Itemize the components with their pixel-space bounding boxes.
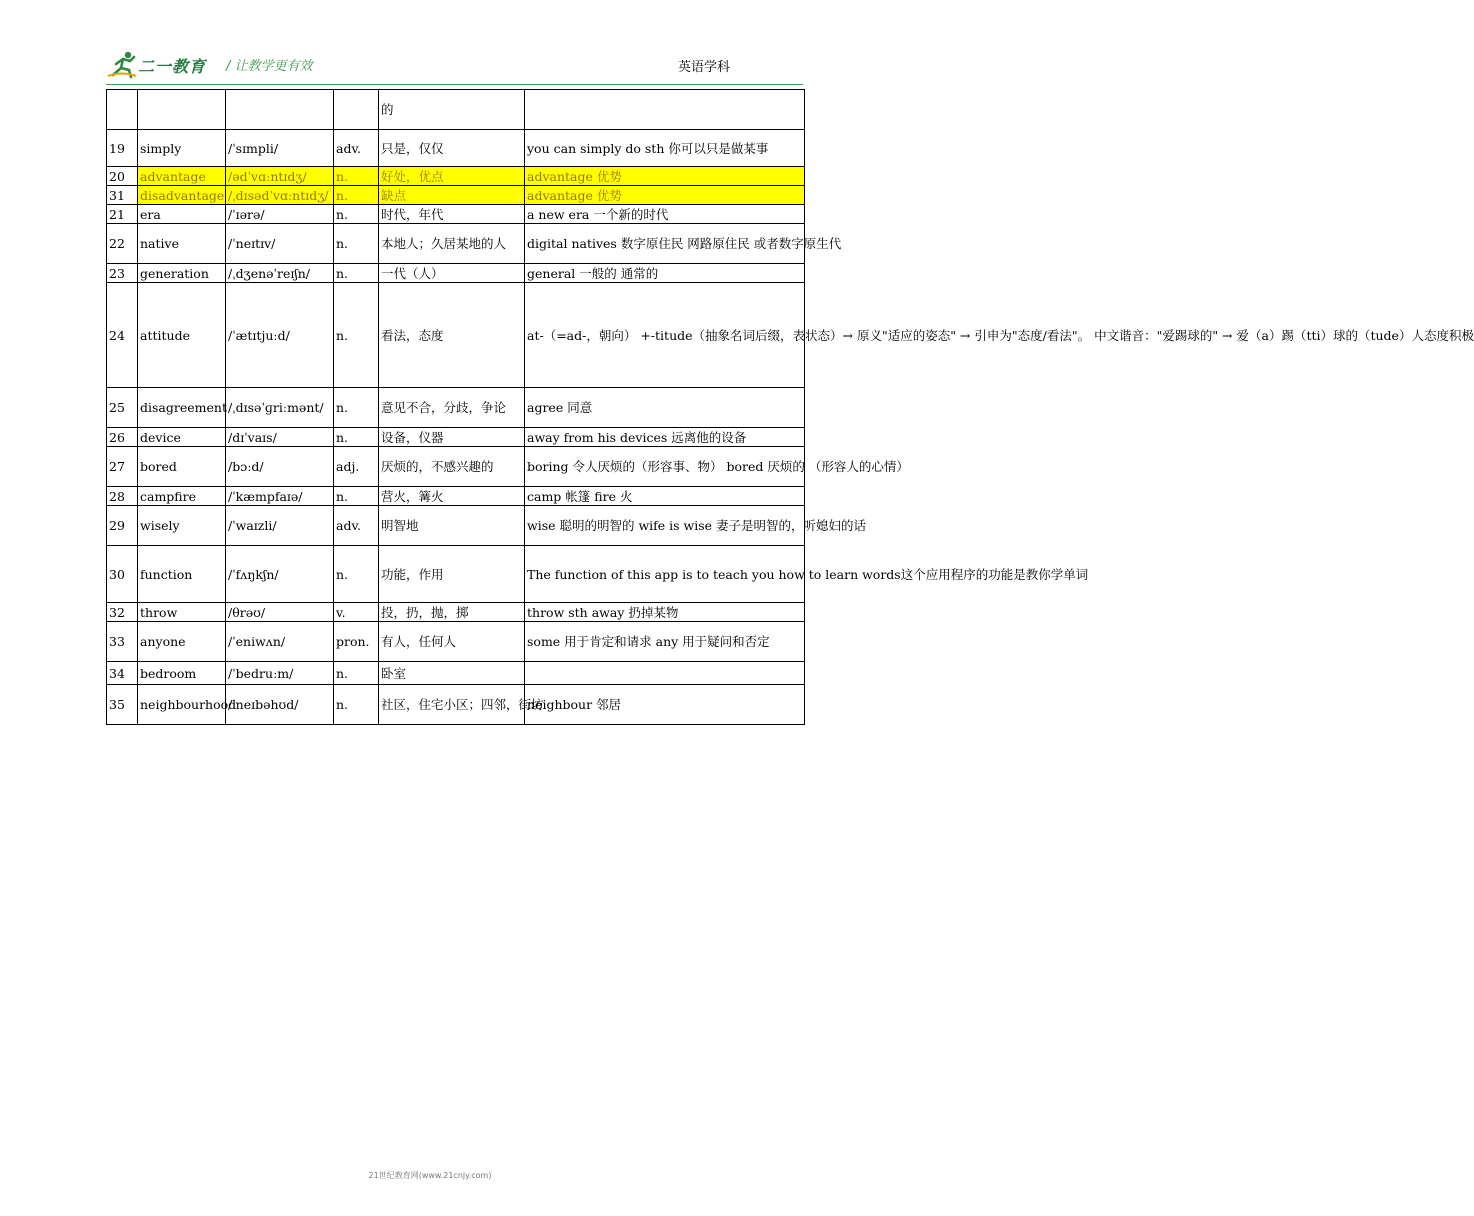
table-row xyxy=(107,224,805,264)
word-cell: device xyxy=(138,428,226,447)
part-of-speech-cell: n. xyxy=(334,205,379,224)
table-row xyxy=(107,603,805,622)
table-row xyxy=(107,167,805,186)
table-row xyxy=(107,388,805,428)
note-cell: agree 同意 xyxy=(525,388,805,428)
table-row xyxy=(107,487,805,506)
table-row xyxy=(107,205,805,224)
word-number: 29 xyxy=(107,506,138,546)
meaning-cell: 设备，仪器 xyxy=(379,428,525,447)
word-number: 32 xyxy=(107,603,138,622)
header-divider xyxy=(106,84,803,85)
phonetic-cell: /ˈbedruːm/ xyxy=(226,662,334,685)
note-cell: general 一般的 通常的 xyxy=(525,264,805,283)
note-cell: wise 聪明的明智的 wife is wise 妻子是明智的，听媳妇的话 xyxy=(525,506,805,546)
table-row xyxy=(107,428,805,447)
note-cell xyxy=(525,90,805,130)
word-cell: wisely xyxy=(138,506,226,546)
meaning-cell: 社区，住宅小区；四邻，街坊 xyxy=(379,685,525,725)
phonetic-cell: /dɪˈvaɪs/ xyxy=(226,428,334,447)
word-cell: native xyxy=(138,224,226,264)
meaning-cell: 卧室 xyxy=(379,662,525,685)
word-cell: advantage xyxy=(138,167,226,186)
note-cell: some 用于肯定和请求 any 用于疑问和否定 xyxy=(525,622,805,662)
word-cell: attitude xyxy=(138,283,226,388)
word-number: 30 xyxy=(107,546,138,603)
word-number: 24 xyxy=(107,283,138,388)
word-cell: disadvantage xyxy=(138,186,226,205)
phonetic-cell: /ədˈvɑːntɪdʒ/ xyxy=(226,167,334,186)
part-of-speech-cell: n. xyxy=(334,388,379,428)
word-cell: bedroom xyxy=(138,662,226,685)
meaning-cell: 缺点 xyxy=(379,186,525,205)
word-number: 22 xyxy=(107,224,138,264)
table-row xyxy=(107,130,805,167)
word-cell: function xyxy=(138,546,226,603)
word-number: 19 xyxy=(107,130,138,167)
phonetic-cell: /ˈætɪtjuːd/ xyxy=(226,283,334,388)
part-of-speech-cell xyxy=(334,90,379,130)
table-row xyxy=(107,506,805,546)
phonetic-cell: /ˌdɪsədˈvɑːntɪdʒ/ xyxy=(226,186,334,205)
word-cell: disagreement xyxy=(138,388,226,428)
logo-text: 二一教育 xyxy=(138,57,207,76)
note-cell: away from his devices 远离他的设备 xyxy=(525,428,805,447)
note-cell: boring 令人厌烦的（形容事、物） bored 厌烦的 （形容人的心情） xyxy=(525,447,805,487)
word-number: 34 xyxy=(107,662,138,685)
phonetic-cell: /ˈwaɪzli/ xyxy=(226,506,334,546)
word-cell: anyone xyxy=(138,622,226,662)
part-of-speech-cell: n. xyxy=(334,662,379,685)
phonetic-cell: /ˈkæmpfaɪə/ xyxy=(226,487,334,506)
word-cell: generation xyxy=(138,264,226,283)
word-cell: campfire xyxy=(138,487,226,506)
table-row xyxy=(107,283,805,388)
word-number: 28 xyxy=(107,487,138,506)
word-number: 35 xyxy=(107,685,138,725)
note-cell: advantage 优势 xyxy=(525,186,805,205)
table-row xyxy=(107,186,805,205)
slogan: / 让教学更有效 xyxy=(226,59,313,74)
note-cell: neighbour 邻居 xyxy=(525,685,805,725)
part-of-speech-cell: n. xyxy=(334,224,379,264)
phonetic-cell: /ˈneɪtɪv/ xyxy=(226,224,334,264)
table-row xyxy=(107,622,805,662)
meaning-cell: 营火，篝火 xyxy=(379,487,525,506)
phonetic-cell xyxy=(226,90,334,130)
part-of-speech-cell: adv. xyxy=(334,506,379,546)
note-cell: a new era 一个新的时代 xyxy=(525,205,805,224)
subject-label: 英语学科 xyxy=(678,60,731,75)
meaning-cell: 本地人；久居某地的人 xyxy=(379,224,525,264)
table-row xyxy=(107,662,805,685)
word-cell: simply xyxy=(138,130,226,167)
table-row xyxy=(107,546,805,603)
part-of-speech-cell: n. xyxy=(334,487,379,506)
phonetic-cell: /ˌdɪsəˈɡriːmənt/ xyxy=(226,388,334,428)
note-cell: advantage 优势 xyxy=(525,167,805,186)
table-row xyxy=(107,447,805,487)
phonetic-cell: /ˈeniwʌn/ xyxy=(226,622,334,662)
word-cell: era xyxy=(138,205,226,224)
word-number: 26 xyxy=(107,428,138,447)
meaning-cell: 厌烦的，不感兴趣的 xyxy=(379,447,525,487)
part-of-speech-cell: pron. xyxy=(334,622,379,662)
word-cell: neighbourhood xyxy=(138,685,226,725)
note-cell: digital natives 数字原住民 网路原住民 或者数字原生代 xyxy=(525,224,805,264)
note-cell: throw sth away 扔掉某物 xyxy=(525,603,805,622)
meaning-cell: 看法，态度 xyxy=(379,283,525,388)
table-row xyxy=(107,685,805,725)
meaning-cell: 的 xyxy=(379,90,525,130)
note-cell xyxy=(525,662,805,685)
phonetic-cell: /bɔːd/ xyxy=(226,447,334,487)
part-of-speech-cell: adj. xyxy=(334,447,379,487)
word-number: 21 xyxy=(107,205,138,224)
word-number: 27 xyxy=(107,447,138,487)
page-header xyxy=(0,0,860,90)
word-cell: bored xyxy=(138,447,226,487)
word-number: 25 xyxy=(107,388,138,428)
word-number xyxy=(107,90,138,130)
meaning-cell: 时代，年代 xyxy=(379,205,525,224)
word-cell: throw xyxy=(138,603,226,622)
part-of-speech-cell: n. xyxy=(334,428,379,447)
table-row xyxy=(107,90,805,130)
note-cell: at-（=ad-，朝向） +-titude（抽象名词后缀，表状态）→ 原义"适应的姿态" → 引申为"态度/看法"。 中文谐音："爱踢球的" → 爱（a）踢（tti）球的（tude）人态度积极 xyxy=(525,283,805,388)
meaning-cell: 明智地 xyxy=(379,506,525,546)
phonetic-cell: /ˌdʒenəˈreɪʃn/ xyxy=(226,264,334,283)
footer-text: 21世纪教育网(www.21cnjy.com) xyxy=(368,1171,492,1180)
part-of-speech-cell: n. xyxy=(334,685,379,725)
phonetic-cell: /θrəʊ/ xyxy=(226,603,334,622)
word-number: 20 xyxy=(107,167,138,186)
part-of-speech-cell: v. xyxy=(334,603,379,622)
meaning-cell: 功能，作用 xyxy=(379,546,525,603)
meaning-cell: 只是，仅仅 xyxy=(379,130,525,167)
vocabulary-table xyxy=(106,89,1474,725)
phonetic-cell: /ˈsɪmpli/ xyxy=(226,130,334,167)
phonetic-cell: /ˈfʌŋkʃn/ xyxy=(226,546,334,603)
phonetic-cell: /ˈneɪbəhʊd/ xyxy=(226,685,334,725)
note-cell: camp 帐篷 fire 火 xyxy=(525,487,805,506)
meaning-cell: 投，扔，抛，掷 xyxy=(379,603,525,622)
table-row xyxy=(107,264,805,283)
note-cell: you can simply do sth 你可以只是做某事 xyxy=(525,130,805,167)
part-of-speech-cell: n. xyxy=(334,283,379,388)
note-cell: The function of this app is to teach you how to learn words这个应用程序的功能是教你学单词 xyxy=(525,546,805,603)
meaning-cell: 一代（人） xyxy=(379,264,525,283)
part-of-speech-cell: adv. xyxy=(334,130,379,167)
word-number: 33 xyxy=(107,622,138,662)
meaning-cell: 意见不合，分歧，争论 xyxy=(379,388,525,428)
meaning-cell: 好处，优点 xyxy=(379,167,525,186)
part-of-speech-cell: n. xyxy=(334,186,379,205)
part-of-speech-cell: n. xyxy=(334,546,379,603)
phonetic-cell: /ˈɪərə/ xyxy=(226,205,334,224)
meaning-cell: 有人，任何人 xyxy=(379,622,525,662)
word-cell xyxy=(138,90,226,130)
part-of-speech-cell: n. xyxy=(334,264,379,283)
word-number: 31 xyxy=(107,186,138,205)
word-number: 23 xyxy=(107,264,138,283)
part-of-speech-cell: n. xyxy=(334,167,379,186)
